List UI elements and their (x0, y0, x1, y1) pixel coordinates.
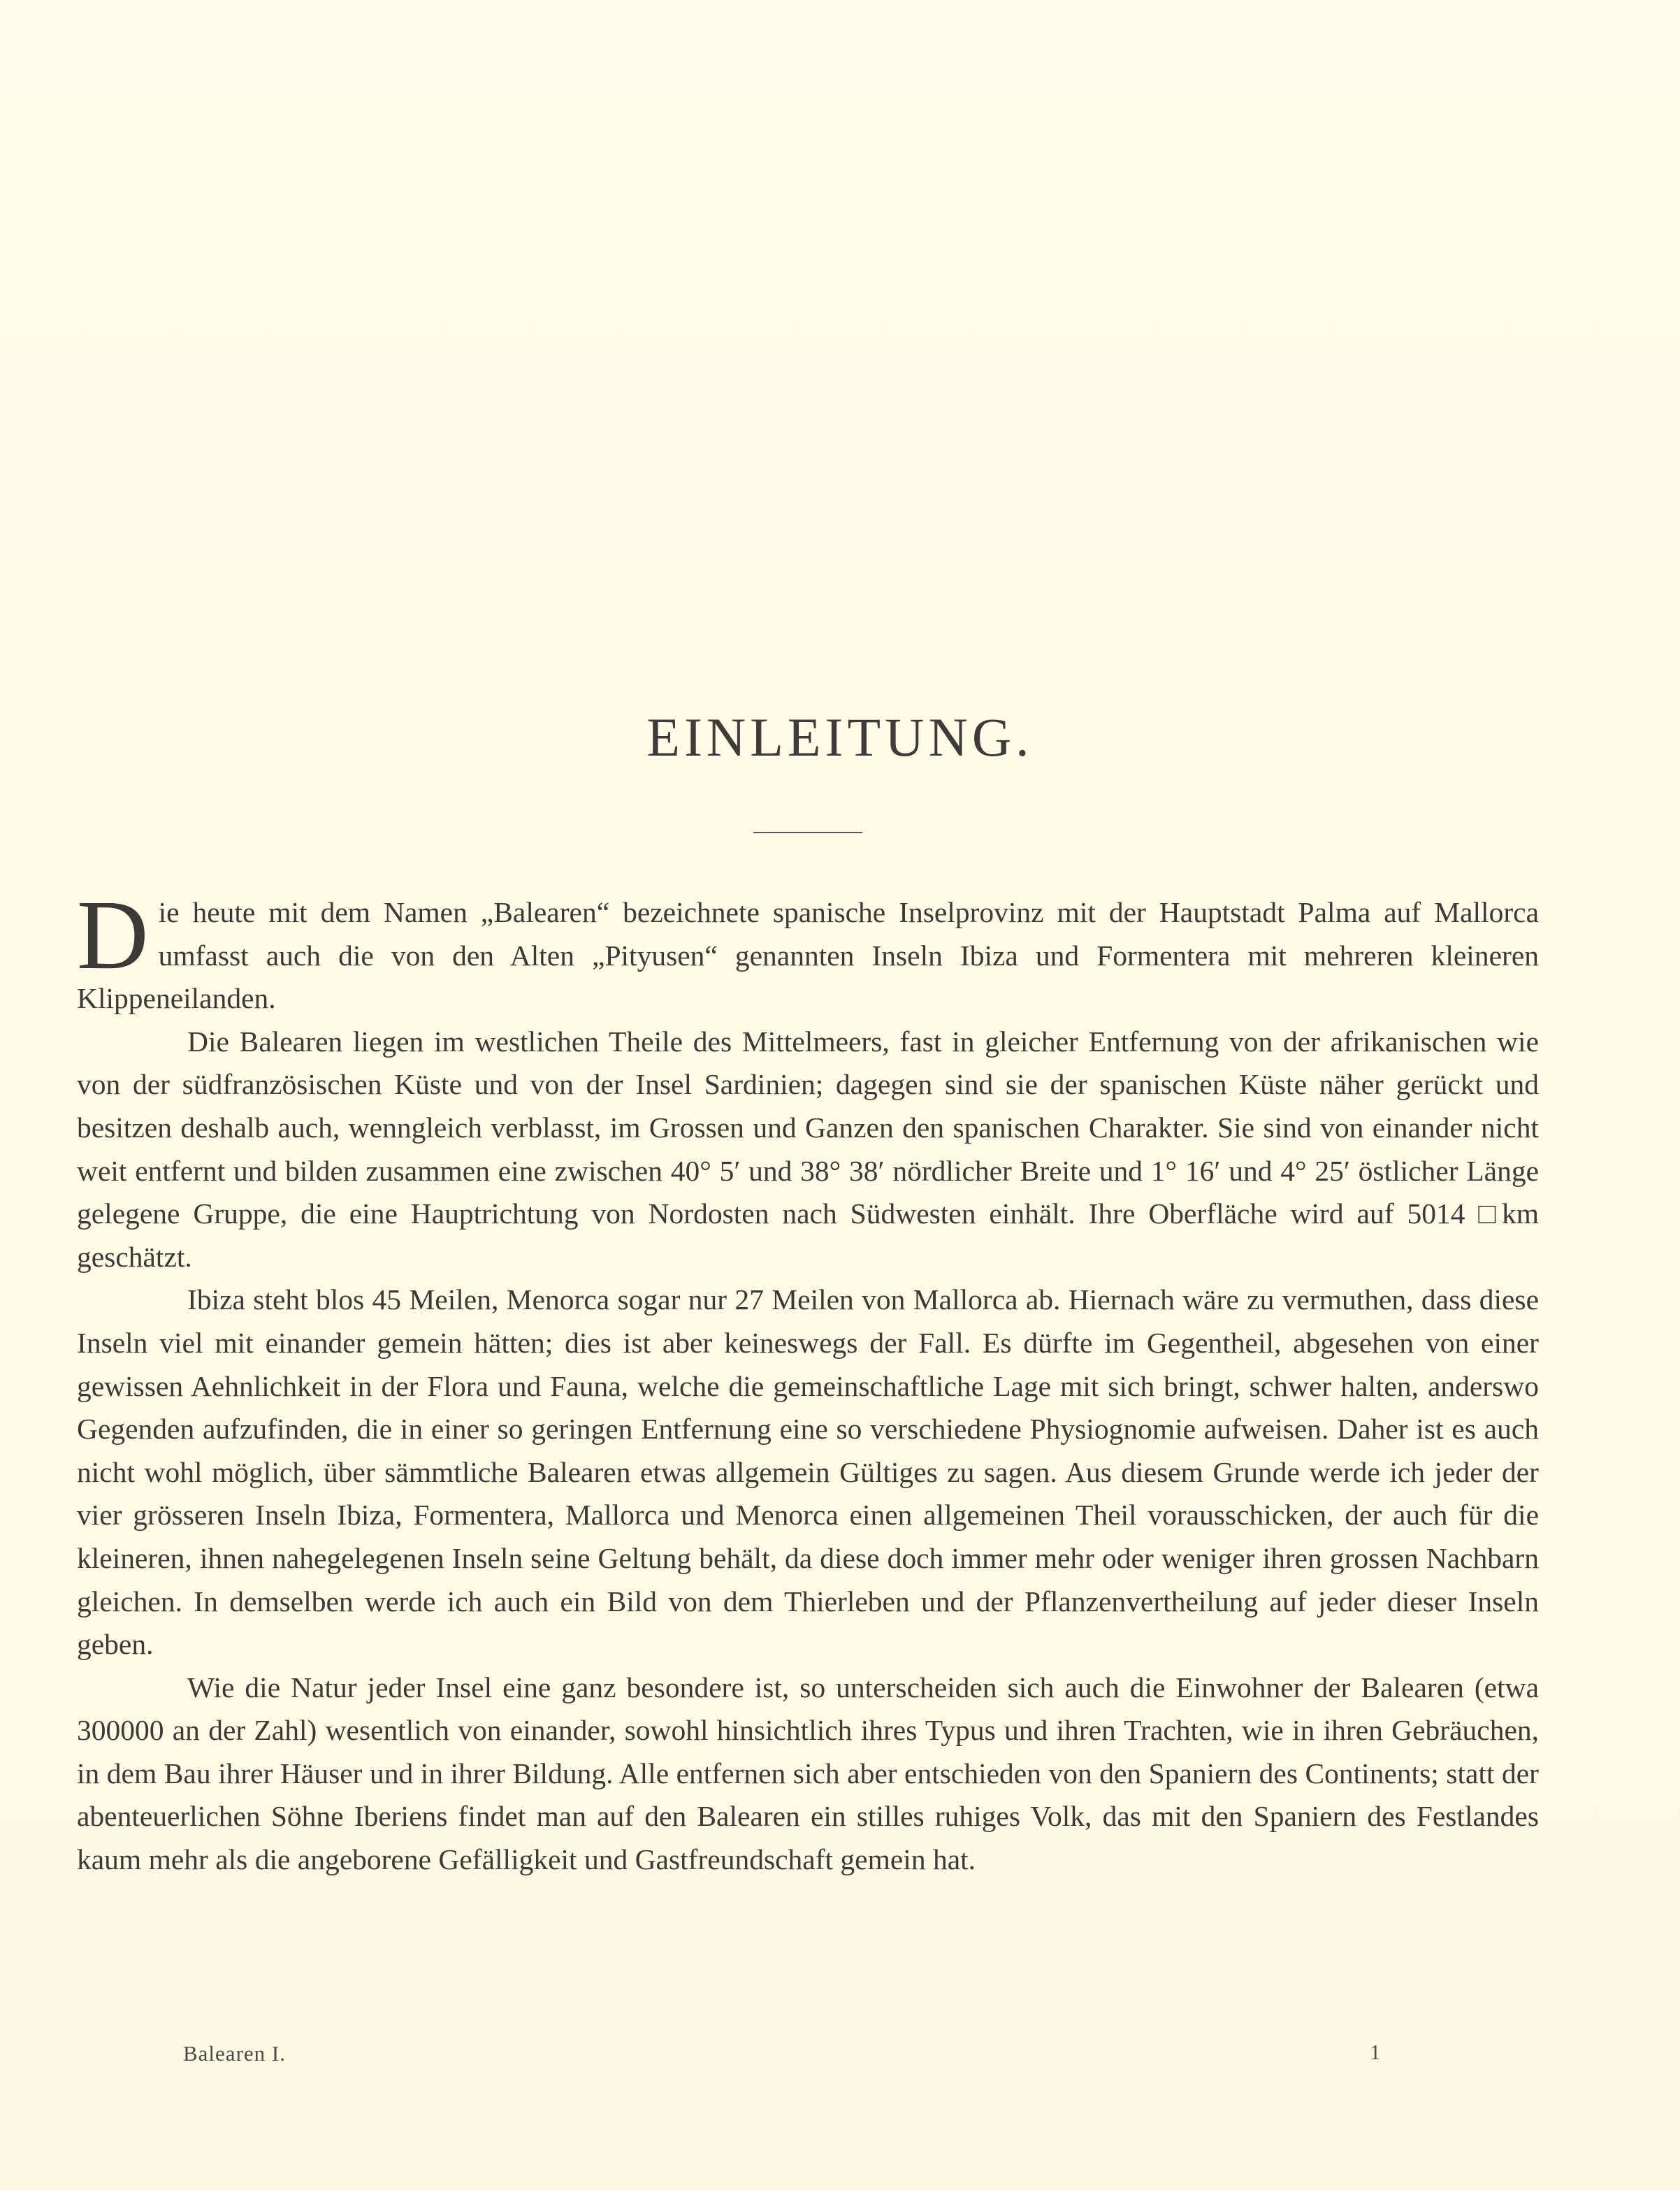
paragraph-3: Ibiza steht blos 45 Meilen, Menorca sogar nur 27 Meilen von Mallorca ab. Hiernach wäre zu vermuthen, dass diese Inseln viel mit einander gemein hätten; dies ist aber keineswegs der Fall. Es dürfte im Gegentheil, abgesehen von einer gewissen Aehnlichkeit in der Flora und Fauna, welche die gemeinschaftliche Lage mit sich bringt, schwer halten, anderswo Gegenden aufzufinden, die in einer so geringen Entfernung eine so verschiedene Physiognomie aufweisen. Daher ist es auch nicht wohl möglich, über sämmtliche Balearen etwas allgemein Gültiges zu sagen. Aus diesem Grunde werde ich jeder der vier grösseren Inseln Ibiza, Formentera, Mallorca und Menorca einen allgemeinen Theil vorausschicken, der auch für die kleineren, ihnen nahegelegenen Inseln seine Geltung behält, da diese doch immer mehr oder weniger ihren grossen Nachbarn gleichen. In demselben werde ich auch ein Bild von dem Thierleben und der Pflanzenvertheilung auf jeder dieser Inseln geben. (77, 1283, 1539, 1661)
title-divider (753, 832, 862, 833)
signature-mark: Balearen I. (183, 2041, 286, 2066)
drop-cap: D (77, 879, 149, 990)
page-number: 1 (1370, 2040, 1381, 2064)
paragraph-1 (77, 879, 1539, 1021)
paragraph-2: Die Balearen liegen im westlichen Theile des Mittelmeers, fast in gleicher Entfernung von der afrikanischen wie von der südfranzösischen Küste und von der Insel Sardinien; dagegen sind sie der spanischen Küste näher gerückt und besitzen deshalb auch, wenngleich verblasst, im Grossen und Ganzen den spanischen Charakter. Sie sind von einander nicht weit entfernt und bilden zusammen eine zwischen 40° 5′ und 38° 38′ nördlicher Breite und 1° 16′ und 4° 25′ östlicher Länge gelegene Gruppe, die eine Hauptrichtung von Nordosten nach Südwesten einhält. Ihre Oberfläche wird auf 5014 □km geschätzt. (77, 1025, 1539, 1273)
paragraph-4: Wie die Natur jeder Insel eine ganz besondere ist, so unterscheiden sich auch die Einwohner der Balearen (etwa 300000 an der Zahl) wesentlich von einander, sowohl hinsichtlich ihres Typus und ihren Trachten, wie in ihren Gebräuchen, in dem Bau ihrer Häuser und in ihrer Bildung. Alle entfernen sich aber entschieden von den Spaniern des Continents; statt der abenteuerlichen Söhne Iberiens findet man auf den Balearen ein stilles ruhiges Volk, das mit den Spaniern des Festlandes kaum mehr als die angeborene Gefälligkeit und Gastfreundschaft gemein hat. (77, 1671, 1539, 1876)
paragraph-1-text: ie heute mit dem Namen „Balearen“ bezeichnete spanische Inselprovinz mit der Hauptstadt Palma auf Mallorca umfasst auch die von den Alten „Pityusen“ genannten Inseln Ibiza und Formentera mit mehreren kleineren Klippeneilanden. (77, 896, 1539, 1015)
chapter-title: EINLEITUNG. (646, 707, 1034, 768)
body-text (77, 879, 1539, 1882)
